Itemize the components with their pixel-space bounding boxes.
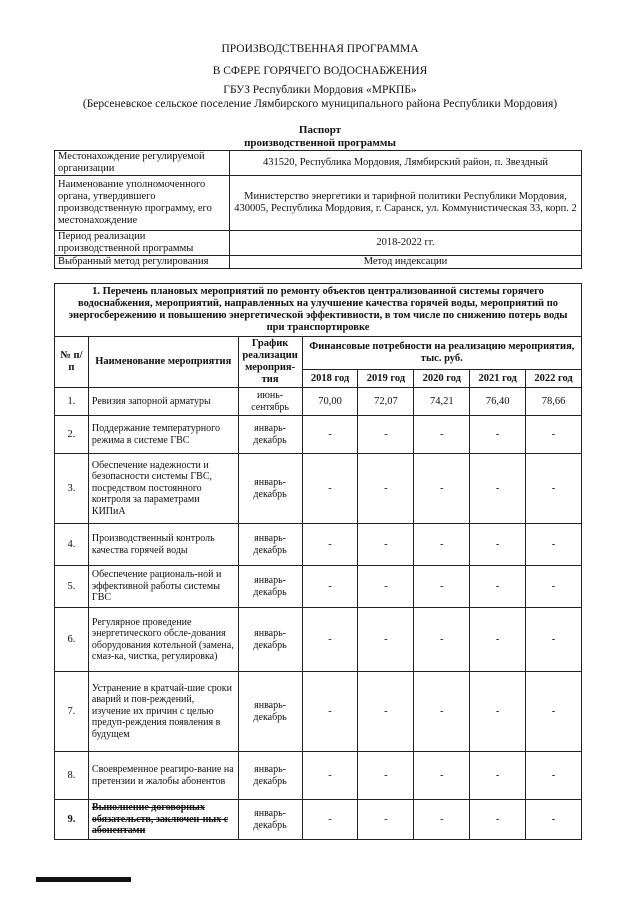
activity-schedule: январь-декабрь [238, 672, 302, 752]
row-number: 9. [55, 800, 89, 840]
passport-row [55, 151, 582, 176]
row-number: 3. [55, 454, 89, 524]
passport-value: Метод индексации [230, 256, 582, 269]
finance-value: - [414, 672, 470, 752]
col-header-finance: Финансовые потребности на реализацию мероприятия, тыс. руб. [302, 337, 581, 370]
table-row [55, 752, 582, 800]
table-row [55, 608, 582, 672]
finance-value: - [302, 672, 358, 752]
table-row [55, 416, 582, 454]
passport-row [55, 256, 582, 269]
activity-schedule: январь-декабрь [238, 416, 302, 454]
finance-value: 70,00 [302, 388, 358, 416]
scan-edge-mark [36, 877, 131, 882]
finance-value: - [358, 566, 414, 608]
passport-label: Местонахождение регулируемой организации [55, 151, 230, 176]
finance-value: - [470, 416, 526, 454]
finance-value: - [526, 566, 582, 608]
section-title: 1. Перечень плановых мероприятий по ремонту объектов централизованной системы горячего водоснабжения, мероприятий, направленных на улучшение качества горячей воды, мероприятий по энергосбережению и повышению энергетической эффективности, в том числе по снижению потерь воды при транспортировке [55, 284, 582, 337]
finance-value: - [526, 608, 582, 672]
row-number: 4. [55, 524, 89, 566]
passport-row [55, 176, 582, 231]
finance-value: - [414, 524, 470, 566]
finance-value: - [302, 800, 358, 840]
organization-location: (Берсеневское сельское поселение Лямбирского муниципального района Республики Мордовия) [82, 98, 558, 110]
finance-value: - [526, 416, 582, 454]
table-row [55, 800, 582, 840]
finance-value: - [302, 454, 358, 524]
finance-value: - [526, 800, 582, 840]
finance-value: - [358, 800, 414, 840]
finance-value: - [302, 752, 358, 800]
activity-schedule: январь-декабрь [238, 454, 302, 524]
finance-value: - [302, 566, 358, 608]
finance-value: - [302, 524, 358, 566]
activity-name: Поддержание температурного режима в системе ГВС [88, 416, 238, 454]
finance-value: - [470, 800, 526, 840]
finance-value: - [414, 566, 470, 608]
activity-name: Своевременное реагиро-вание на претензии и жалобы абонентов [88, 752, 238, 800]
finance-value: - [358, 416, 414, 454]
activity-schedule: январь-декабрь [238, 566, 302, 608]
program-title: ПРОИЗВОДСТВЕННАЯ ПРОГРАММА [221, 43, 419, 55]
year-header: 2022 год [526, 370, 582, 388]
finance-value: - [414, 752, 470, 800]
finance-value: - [414, 416, 470, 454]
row-number: 1. [55, 388, 89, 416]
finance-value: - [526, 524, 582, 566]
col-header-name: Наименование мероприятия [88, 337, 238, 388]
activity-name: Выполнение договорных обязательств, заключен-ных с абонентами [88, 800, 238, 840]
passport-value: Министерство энергетики и тарифной политики Республики Мордовия, 430005, Республика Мордовия, г. Саранск, ул. Коммунистическая 33, корп. 2 [230, 176, 582, 231]
row-number: 8. [55, 752, 89, 800]
finance-value: - [526, 454, 582, 524]
table-row [55, 672, 582, 752]
passport-title: Паспорт [298, 124, 342, 136]
finance-value: - [470, 752, 526, 800]
finance-value: - [414, 454, 470, 524]
activities-table [54, 283, 582, 840]
activity-name: Регулярное проведение энергетического обсле-дования оборудования котельной (замена, смаз-ка, чистка, регулировка) [88, 608, 238, 672]
finance-value: 78,66 [526, 388, 582, 416]
passport-subtitle: производственной программы [244, 137, 396, 149]
activity-name: Устранение в кратчай-шие сроки аварий и пов-реждений, изучение их причин с целью предуп-реждения появления в будущем [88, 672, 238, 752]
table-row [55, 388, 582, 416]
activity-schedule: январь-декабрь [238, 524, 302, 566]
year-header: 2018 год [302, 370, 358, 388]
table-row [55, 566, 582, 608]
finance-value: - [470, 566, 526, 608]
passport-label: Период реализации производственной программы [55, 231, 230, 256]
finance-value: - [526, 752, 582, 800]
row-number: 5. [55, 566, 89, 608]
finance-value: - [526, 672, 582, 752]
activity-name: Ревизия запорной арматуры [88, 388, 238, 416]
program-subtitle: В СФЕРЕ ГОРЯЧЕГО ВОДОСНАБЖЕНИЯ [212, 65, 428, 77]
activity-name: Обеспечение рациональ-ной и эффективной работы системы ГВС [88, 566, 238, 608]
finance-value: - [358, 524, 414, 566]
passport-row [55, 231, 582, 256]
finance-value: 76,40 [470, 388, 526, 416]
activity-schedule: январь-декабрь [238, 800, 302, 840]
col-header-num: № п/п [55, 337, 89, 388]
row-number: 7. [55, 672, 89, 752]
year-header: 2019 год [358, 370, 414, 388]
finance-value: - [470, 672, 526, 752]
activity-schedule: июнь-сентябрь [238, 388, 302, 416]
passport-table [54, 150, 582, 269]
activity-name: Производственный контроль качества горячей воды [88, 524, 238, 566]
passport-label: Выбранный метод регулирования [55, 256, 230, 269]
row-number: 2. [55, 416, 89, 454]
finance-value: - [414, 800, 470, 840]
finance-value: - [358, 608, 414, 672]
year-header: 2020 год [414, 370, 470, 388]
row-number: 6. [55, 608, 89, 672]
table-row [55, 524, 582, 566]
passport-value: 2018-2022 гг. [230, 231, 582, 256]
finance-value: - [470, 454, 526, 524]
activity-schedule: январь-декабрь [238, 608, 302, 672]
finance-value: - [358, 752, 414, 800]
finance-value: - [358, 454, 414, 524]
organization-name: ГБУЗ Республики Мордовия «МРКПБ» [223, 84, 417, 96]
finance-value: - [358, 672, 414, 752]
finance-value: - [302, 416, 358, 454]
passport-label: Наименование уполномоченного органа, утвердившего производственную программу, его местонахождение [55, 176, 230, 231]
year-header: 2021 год [470, 370, 526, 388]
activity-schedule: январь-декабрь [238, 752, 302, 800]
finance-value: 74,21 [414, 388, 470, 416]
finance-value: - [302, 608, 358, 672]
activity-name: Обеспечение надежности и безопасности системы ГВС, посредством постоянного контроля за параметрами КИПиА [88, 454, 238, 524]
finance-value: - [470, 608, 526, 672]
table-row [55, 454, 582, 524]
finance-value: - [414, 608, 470, 672]
col-header-schedule: График реализации мероприя-тия [238, 337, 302, 388]
finance-value: 72,07 [358, 388, 414, 416]
finance-value: - [470, 524, 526, 566]
passport-value: 431520, Республика Мордовия, Лямбирский район, п. Звездный [230, 151, 582, 176]
